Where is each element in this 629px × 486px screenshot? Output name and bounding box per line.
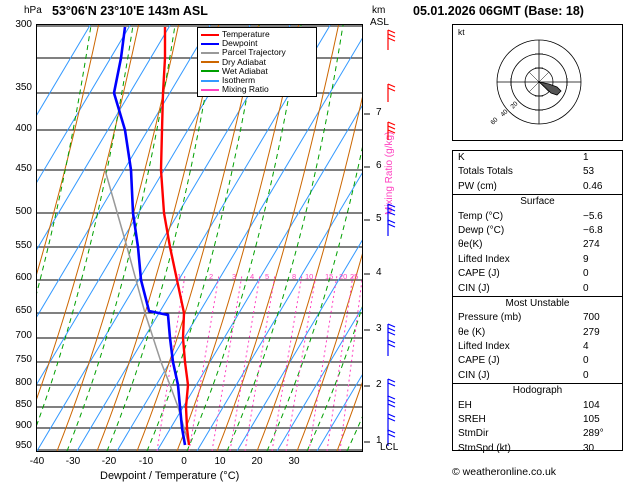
pressure-tick-400: 400 bbox=[15, 123, 32, 134]
svg-text:15: 15 bbox=[325, 272, 334, 281]
legend bbox=[197, 27, 317, 97]
index-value: 0 bbox=[583, 268, 589, 280]
svg-text:4: 4 bbox=[250, 272, 255, 281]
table-row bbox=[453, 369, 622, 383]
index-value: −6.8 bbox=[583, 224, 603, 236]
table-row bbox=[453, 399, 622, 413]
copyright-credit: © weatheronline.co.uk bbox=[452, 466, 557, 478]
svg-text:5: 5 bbox=[265, 272, 270, 281]
table-row bbox=[453, 210, 622, 224]
index-value: 1 bbox=[583, 152, 589, 163]
index-value: 274 bbox=[583, 239, 600, 251]
index-value: 289° bbox=[583, 428, 604, 440]
x-axis-title: Dewpoint / Temperature (°C) bbox=[100, 470, 240, 482]
height-axis-unit-label: km bbox=[372, 5, 386, 16]
height-tick-7: 7 bbox=[376, 107, 382, 118]
temp-tick-10: 10 bbox=[214, 456, 226, 467]
svg-text:8: 8 bbox=[292, 272, 297, 281]
svg-text:1: 1 bbox=[177, 272, 182, 281]
pressure-tick-450: 450 bbox=[15, 163, 32, 174]
height-tick-4: 4 bbox=[376, 267, 382, 278]
index-label: Pressure (mb) bbox=[458, 312, 522, 324]
legend-item-isotherm: Isotherm bbox=[201, 76, 313, 85]
pressure-tick-700: 700 bbox=[15, 330, 32, 341]
height-tick-2: 2 bbox=[376, 379, 382, 390]
svg-text:25: 25 bbox=[350, 272, 359, 281]
height-ticks bbox=[364, 114, 370, 442]
section-header-hodograph: Hodograph bbox=[453, 383, 622, 398]
table-row bbox=[453, 413, 622, 427]
pressure-tick-950: 950 bbox=[15, 440, 32, 451]
index-value: 104 bbox=[583, 399, 600, 411]
table-row bbox=[453, 354, 622, 368]
index-label: θe (K) bbox=[458, 326, 486, 338]
pressure-tick-550: 550 bbox=[15, 240, 32, 251]
pressure-tick-600: 600 bbox=[15, 272, 32, 283]
height-axis-asl-label: ASL bbox=[370, 17, 389, 28]
index-label: CIN (J) bbox=[458, 282, 490, 294]
hodograph-unit-label: kt bbox=[458, 27, 465, 37]
temp-tick--20: -20 bbox=[101, 456, 117, 467]
pressure-tick-650: 650 bbox=[15, 305, 32, 316]
index-value: 0 bbox=[583, 282, 589, 294]
mixing-ratio-axis-label: Mixing Ratio (g/kg) bbox=[384, 131, 395, 215]
wind-barbs-upper bbox=[388, 30, 395, 140]
index-label: θe(K) bbox=[458, 239, 483, 251]
index-value: 9 bbox=[583, 253, 589, 265]
temp-tick-0: 0 bbox=[181, 456, 187, 467]
temp-tick--10: -10 bbox=[138, 456, 154, 467]
table-row bbox=[453, 282, 622, 296]
table-row bbox=[453, 267, 622, 281]
index-label: StmDir bbox=[458, 428, 489, 440]
table-row bbox=[453, 224, 622, 238]
pressure-tick-300: 300 bbox=[15, 19, 32, 30]
index-label: CAPE (J) bbox=[458, 355, 500, 367]
temp-tick--40: -40 bbox=[29, 456, 45, 467]
temp-tick-20: 20 bbox=[251, 456, 263, 467]
index-value: −5.6 bbox=[583, 210, 603, 222]
svg-text:3: 3 bbox=[232, 272, 237, 281]
hodograph-trace bbox=[539, 82, 561, 95]
indices-table bbox=[452, 150, 623, 454]
pressure-tick-850: 850 bbox=[15, 399, 32, 410]
model-run-title: 05.01.2026 06GMT (Base: 18) bbox=[413, 4, 584, 18]
hodograph-ring-labels bbox=[489, 100, 519, 126]
temp-tick-30: 30 bbox=[288, 456, 300, 467]
wind-barb-column bbox=[364, 24, 408, 452]
table-row bbox=[453, 151, 622, 165]
height-tick-3: 3 bbox=[376, 323, 382, 334]
table-row bbox=[453, 165, 622, 179]
table-row bbox=[453, 442, 622, 456]
pressure-tick-900: 900 bbox=[15, 420, 32, 431]
index-value: 0 bbox=[583, 355, 589, 367]
legend-item-parcel-trajectory: Parcel Trajectory bbox=[201, 48, 313, 57]
index-label: CIN (J) bbox=[458, 369, 490, 381]
height-wind-strip bbox=[364, 24, 408, 452]
wind-barbs-lower bbox=[388, 204, 395, 446]
temp-tick--30: -30 bbox=[65, 456, 81, 467]
legend-item-dewpoint: Dewpoint bbox=[201, 39, 313, 48]
height-tick-6: 6 bbox=[376, 160, 382, 171]
table-row bbox=[453, 340, 622, 354]
index-value: 53 bbox=[583, 166, 595, 178]
table-row bbox=[453, 326, 622, 340]
svg-text:20: 20 bbox=[339, 272, 348, 281]
table-row bbox=[453, 253, 622, 267]
legend-item-wet-adiabat: Wet Adiabat bbox=[201, 67, 313, 76]
svg-text:40: 40 bbox=[499, 108, 510, 119]
index-value: 279 bbox=[583, 326, 600, 338]
legend-item-mixing-ratio: Mixing Ratio bbox=[201, 85, 313, 94]
index-label: K bbox=[458, 152, 465, 163]
table-row bbox=[453, 238, 622, 252]
pressure-tick-800: 800 bbox=[15, 377, 32, 388]
pressure-axis-unit-label: hPa bbox=[24, 5, 42, 16]
table-row bbox=[453, 180, 622, 194]
index-value: 700 bbox=[583, 312, 600, 324]
table-row bbox=[453, 311, 622, 325]
section-header-surface: Surface bbox=[453, 194, 622, 209]
index-value: 0.46 bbox=[583, 180, 603, 192]
svg-text:20: 20 bbox=[509, 100, 520, 111]
table-row bbox=[453, 427, 622, 441]
index-label: StmSpd (kt) bbox=[458, 442, 511, 454]
index-value: 105 bbox=[583, 414, 600, 426]
height-tick-1: 1 bbox=[376, 435, 382, 446]
station-title: 53°06'N 23°10'E 143m ASL bbox=[52, 4, 208, 18]
index-value: 30 bbox=[583, 442, 595, 454]
legend-item-dry-adiabat: Dry Adiabat bbox=[201, 58, 313, 67]
index-label: Totals Totals bbox=[458, 166, 513, 178]
section-header-most-unstable: Most Unstable bbox=[453, 296, 622, 311]
legend-item-temperature: Temperature bbox=[201, 30, 313, 39]
hodograph-canvas bbox=[453, 25, 622, 140]
height-tick-5: 5 bbox=[376, 213, 382, 224]
index-label: Lifted Index bbox=[458, 253, 510, 265]
index-label: SREH bbox=[458, 414, 486, 426]
index-value: 0 bbox=[583, 369, 589, 381]
index-label: EH bbox=[458, 399, 472, 411]
svg-text:10: 10 bbox=[305, 272, 314, 281]
pressure-tick-500: 500 bbox=[15, 206, 32, 217]
svg-text:2: 2 bbox=[209, 272, 214, 281]
hodograph-panel bbox=[452, 24, 623, 141]
lcl-label: LCL bbox=[380, 442, 399, 453]
pressure-tick-350: 350 bbox=[15, 82, 32, 93]
pressure-tick-750: 750 bbox=[15, 354, 32, 365]
index-value: 4 bbox=[583, 341, 589, 353]
index-label: PW (cm) bbox=[458, 180, 497, 192]
index-label: Dewp (°C) bbox=[458, 224, 505, 236]
svg-text:60: 60 bbox=[489, 116, 500, 127]
index-label: Temp (°C) bbox=[458, 210, 504, 222]
index-label: CAPE (J) bbox=[458, 268, 500, 280]
sounding-plot bbox=[36, 24, 363, 452]
index-label: Lifted Index bbox=[458, 341, 510, 353]
